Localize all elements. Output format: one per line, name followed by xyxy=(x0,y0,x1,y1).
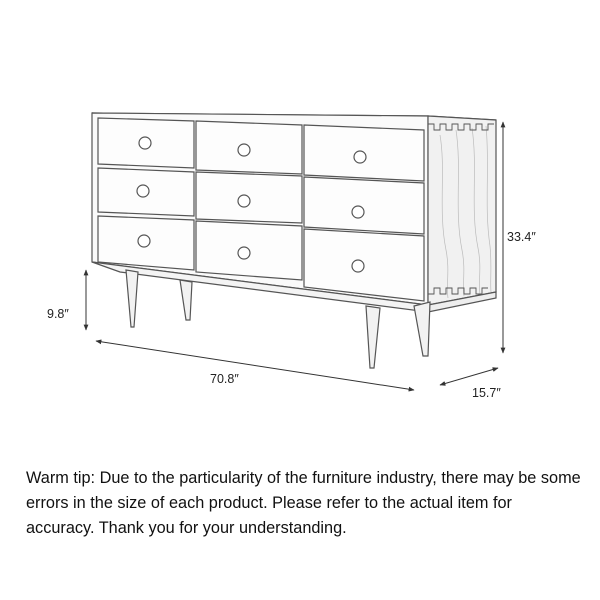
leg-front-left xyxy=(126,270,138,327)
knob-icon xyxy=(352,206,364,218)
knob-icon xyxy=(238,195,250,207)
dresser-drawing xyxy=(92,113,496,368)
knob-icon xyxy=(137,185,149,197)
knob-icon xyxy=(238,247,250,259)
drawer-face xyxy=(304,177,424,234)
leg-height-dimension-label: 9.8″ xyxy=(47,307,69,321)
leg-back-left xyxy=(180,280,192,320)
dresser-side-panel xyxy=(428,116,496,305)
leg-back-right xyxy=(414,302,430,356)
knob-icon xyxy=(352,260,364,272)
width-dimension-label: 70.8″ xyxy=(210,372,239,386)
depth-dimension-line xyxy=(440,368,498,385)
knob-icon xyxy=(139,137,151,149)
knob-icon xyxy=(238,144,250,156)
depth-dimension-label: 15.7″ xyxy=(472,386,501,400)
warm-tip-note: Warm tip: Due to the particularity of the furniture industry, there may be some errors in the size of each product. Please refer to the actual item for accuracy. Thank you for your understanding. xyxy=(26,469,581,537)
height-dimension-label: 33.4″ xyxy=(507,230,536,244)
knob-icon xyxy=(138,235,150,247)
knob-icon xyxy=(354,151,366,163)
width-dimension-line xyxy=(96,341,414,390)
leg-front-right xyxy=(366,306,380,368)
